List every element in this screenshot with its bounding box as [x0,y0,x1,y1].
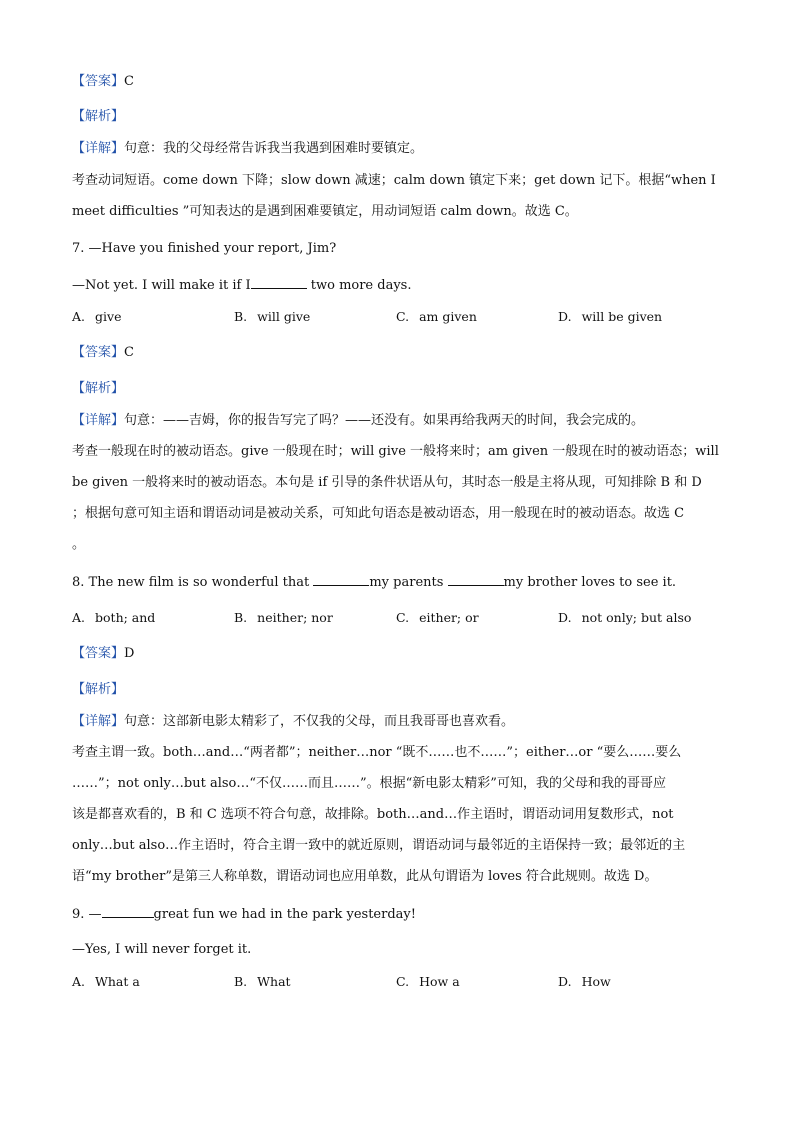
q6-answer: C [124,74,134,89]
q8-detail-line [72,713,732,731]
answer-label: 【答案】 [72,74,125,89]
q8-option-d: D. not only; but also [558,610,692,625]
q7-text-3: ；根据句意可知主语和谓语动词是被动关系，可知此句语态是被动语态，用一般现在时的被动语态。故选 C [72,506,685,521]
q9-stem-pre: 9. — [72,907,102,922]
q8-option-b: B. neither; nor [234,610,333,625]
q7-option-c: C. am given [396,309,477,324]
detail-label: 【详解】 [72,714,125,729]
q6-analysis-label: 【解析】 [72,109,125,124]
q9-stem-a [72,905,732,924]
q7-text-2: be given 一般将来时的被动语态。本句是 if 引导的条件状语从句，其时态一般是主将从现，可知排除 B 和 D [72,475,702,490]
q8-analysis-label: 【解析】 [72,682,125,697]
q7-stem-b [72,276,732,295]
q7-blank [251,276,307,289]
q6-detail-line [72,140,732,158]
q8-blank-2 [448,573,504,586]
q8-text-4: only…but also…作主语时，符合主谓一致中的就近原则，谓语动词与最邻近的主语保持一致；最邻近的主 [72,838,686,853]
q7-detail: 句意：——吉姆，你的报告写完了吗？——还没有。如果再给我两天的时间，我会完成的。 [124,413,645,428]
q8-answer-line [72,645,732,663]
q6-detail: 句意：我的父母经常告诉我当我遇到困难时要镇定。 [124,141,424,156]
q8-stem [72,573,732,592]
q8-detail: 句意：这部新电影太精彩了，不仅我的父母，而且我哥哥也喜欢看。 [124,714,515,729]
q7-option-d: D. will be given [558,309,663,324]
q7-option-a: A. give [72,309,122,324]
q8-text-1: 考查主谓一致。both…and…“两者都”；neither…nor “既不……也不……”；either…or “要么……要么 [72,745,682,760]
q6-answer-line [72,73,732,91]
q8-option-c: C. either; or [396,610,479,625]
q9-stem-b: —Yes, I will never forget it. [72,942,252,957]
answer-label: 【答案】 [72,345,125,360]
q9-option-a: A. What a [72,974,140,989]
q9-option-d: D. How [558,974,611,989]
answer-label: 【答案】 [72,646,125,661]
q8-answer: D [124,646,135,661]
q9-blank [102,905,154,918]
q7-answer: C [124,345,134,360]
q9-stem-post: great fun we had in the park yesterday! [153,907,416,922]
detail-label: 【详解】 [72,141,125,156]
q7-answer-line [72,344,732,362]
q6-text-1: 考查动词短语。come down 下降；slow down 减速；calm down 镇定下来；get down 记下。根据“when I [72,173,716,188]
q7-text-4: 。 [72,537,86,552]
q8-stem-mid: my parents [369,575,448,590]
q8-stem-pre: 8. The new film is so wonderful that [72,575,314,590]
q6-text-2: meet difficulties ”可知表达的是遇到困难要镇定，用动词短语 calm down。故选 C。 [72,204,578,219]
q8-text-2: ……”；not only…but also…“不仅……而且……”。根据“新电影太精彩”可知，我的父母和我的哥哥应 [72,776,666,791]
q7-option-b: B. will give [234,309,311,324]
detail-label: 【详解】 [72,413,125,428]
q8-option-a: A. both; and [72,610,156,625]
q7-stem-b-post: two more days. [306,278,412,293]
q7-stem-a: 7. —Have you finished your report, Jim? [72,241,337,256]
q7-text-1: 考查一般现在时的被动语态。give 一般现在时；will give 一般将来时；am given 一般现在时的被动语态；will [72,444,719,459]
q7-stem-b-pre: —Not yet. I will make it if I [72,278,251,293]
q9-option-c: C. How a [396,974,460,989]
q8-blank-1 [313,573,369,586]
q8-text-3: 该是都喜欢看的，B 和 C 选项不符合句意，故排除。both…and…作主语时，谓语动词用复数形式，not [72,807,674,822]
q7-analysis-label: 【解析】 [72,381,125,396]
q8-text-5: 语“my brother”是第三人称单数，谓语动词也应用单数，此从句谓语为 loves 符合此规则。故选 D。 [72,869,658,884]
q9-option-b: B. What [234,974,291,989]
q8-stem-post: my brother loves to see it. [503,575,677,590]
q7-detail-line [72,412,732,430]
